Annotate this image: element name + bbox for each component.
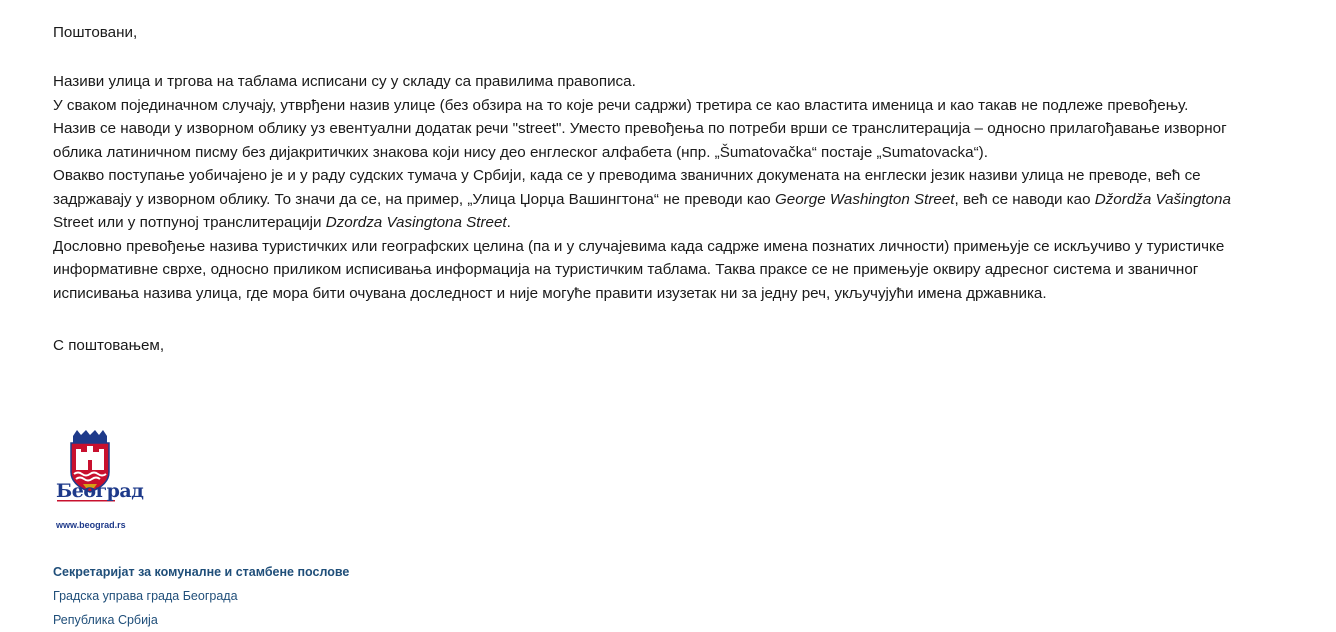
example-latin-transcription: Džordža Vašingtona <box>1094 190 1231 208</box>
paragraph-3: Назив се наводи у изворном облику уз евентуални додатак речи "street". Уместо превођења по потреби врши се транслитерација – односно прилагођавање изворног облика латиничном писму без дијакритичких знакова који нису део енглеског алфабета (нпр. „Šumatovačka“ постаје „Sumatovacka“). <box>53 120 1227 161</box>
belgrade-logo <box>55 430 144 530</box>
paragraph-4-text-b: , већ се наводи као <box>954 190 1095 208</box>
email-paragraphs <box>53 70 1273 305</box>
logo-wordmark: Београд <box>56 480 144 502</box>
paragraph-4-text-c: Street или у потпуној транслитерацији <box>53 214 326 231</box>
signature-department: Секретаријат за комуналне и стамбене послове <box>53 565 350 579</box>
closing-text: С поштовањем, <box>53 337 165 354</box>
paragraph-4-text-a: Овакво поступање уобичајено је и у раду судских тумача у Србији, када се у преводима званичних докумената на енглески језик називи улица не преводе, већ се задржавају у изворном облику. То значи да се, на пример, „Улица Џорџа Вашингтона“ не преводи као <box>53 167 1201 208</box>
email-signature <box>53 560 349 632</box>
signature-country: Република Србија <box>53 613 158 627</box>
example-english-translation: George Washington Street <box>774 190 955 208</box>
logo-url: www.beograd.rs <box>56 520 126 530</box>
paragraph-2: У сваком појединачном случају, утврђени назив улице (без обзира на то које речи садржи) третира се као властита именица и као такав не подлеже превођењу. <box>53 96 1189 114</box>
greeting-text: Поштовани, <box>53 24 138 41</box>
paragraph-4 <box>53 164 1273 235</box>
paragraph-5: Дословно превођење назива туристичких или географских целина (па и у случајевима када садрже имена познатих личности) примењује се искључиво у туристичке информативне сврхе, односно приликом исписивања информација на туристичким таблама. Таква праксе се не примењује оквиру адресног система и званичног исписивања назива улица, где мора бити очувана доследност и није могуће правити изузетак ни за једну реч, укључујући имена државника. <box>53 237 1225 302</box>
paragraph-4-text-d: . <box>506 214 511 231</box>
signature-administration: Градска управа града Београда <box>53 589 238 603</box>
paragraph-1: Називи улица и тргова на таблама исписани су у складу са правилима правописа. <box>53 73 636 90</box>
example-transliteration: Dzordza Vasingtona Street <box>325 214 507 231</box>
